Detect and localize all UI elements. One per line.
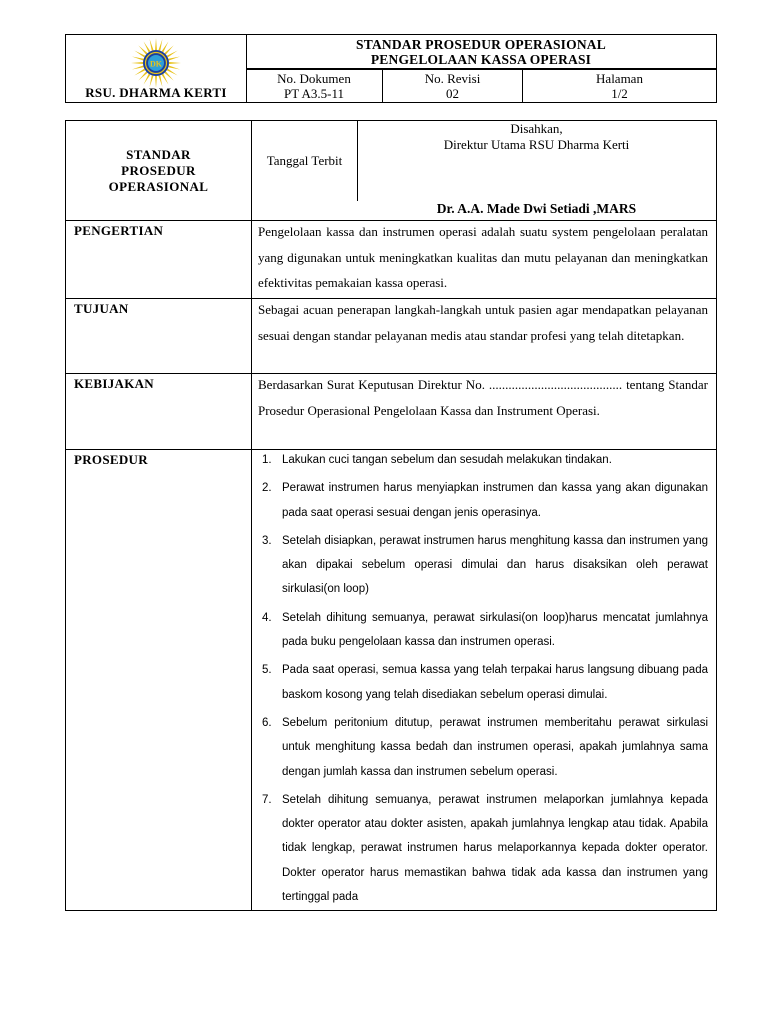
sun-ray <box>162 74 169 85</box>
sun-ray <box>134 51 145 58</box>
approval-block <box>357 121 716 220</box>
signatory-name: Dr. A.A. Made Dwi Setiadi ,MARS <box>436 201 637 216</box>
sun-logo-icon <box>130 37 182 89</box>
sun-ray <box>158 39 162 51</box>
sun-ray <box>132 57 144 61</box>
document-number-value: PT A3.5-11 <box>284 86 344 101</box>
list-item: 2. Perawat instrumen harus menyiapkan instrumen dan kassa yang akan digunakan pada saat operasi sesuai dengan jenis operasinya. <box>262 482 708 519</box>
logo-cell <box>66 35 247 102</box>
sop-title-line-3: OPERASIONAL <box>108 178 209 194</box>
title-line-2: PENGELOLAAN KASSA OPERASI <box>370 52 592 67</box>
approver-title: Direktur Utama RSU Dharma Kerti <box>443 137 630 152</box>
sun-ray <box>162 41 169 52</box>
document-header <box>65 34 717 103</box>
list-item: 4. Setelah dihitung semuanya, perawat sirkulasi(on loop)harus mencatat jumlahnya pada buku pengelolaan kassa dan instrumen operasi. <box>262 611 708 649</box>
hospital-name: RSU. DHARMA KERTI <box>85 85 227 100</box>
sun-ray <box>167 69 178 76</box>
list-item: 3. Setelah disiapkan, perawat instrumen harus menghitung kassa dan instrumen yang akan dipakai sebelum operasi dimulai dan harus disaksikan oleh perawat sirkulasi(on loop) <box>262 534 708 596</box>
pengertian-label: PENGERTIAN <box>74 223 164 238</box>
sun-ray <box>132 65 144 69</box>
document-title <box>246 35 716 69</box>
sun-ray <box>144 74 151 85</box>
issue-date-label: Tanggal Terbit <box>252 121 358 201</box>
page-cell <box>523 70 716 102</box>
sun-ray <box>167 51 178 58</box>
sun-ray <box>150 39 154 51</box>
sun-ray <box>168 65 180 69</box>
revision-label: No. Revisi <box>424 71 481 86</box>
list-item: 5. Pada saat operasi, semua kassa yang telah terpakai harus langsung dibuang pada baskom kosong yang telah disediakan sebelum operasi dimulai. <box>262 664 708 701</box>
page-label: Halaman <box>596 71 643 86</box>
list-item: 1. Lakukan cuci tangan sebelum dan sesudah melakukan tindakan. <box>262 454 612 466</box>
sun-ray <box>169 62 181 64</box>
prosedur-list <box>258 448 708 909</box>
document-number-cell <box>246 70 383 102</box>
tujuan-label: TUJUAN <box>74 301 129 316</box>
sop-title-line-2: PROSEDUR <box>121 162 196 178</box>
pengertian-text: Pengelolaan kassa dan instrumen operasi adalah suatu system pengelolaan peralatan yang digunakan untuk meningkatkan kualitas dan mutu pelayanan dan meningkatkan efektivitas pemakaian kassa operasi. <box>258 224 708 290</box>
sun-ray <box>134 69 145 76</box>
sun-ray <box>144 41 151 52</box>
svg-text:DK: DK <box>150 59 162 69</box>
sun-ray <box>155 38 157 50</box>
page-value: 1/2 <box>611 86 628 101</box>
kebijakan-text: Berdasarkan Surat Keputusan Direktur No. ......................................... tentang Standar Prosedur Operasional Pengelolaan Kassa dan Instrument Operasi. <box>258 377 708 418</box>
sun-ray <box>131 62 143 64</box>
list-item: 6. Sebelum peritonium ditutup, perawat instrumen memberitahu perawat sirkulasi untuk menghitung kassa bedah dan instrumen operasi, apakah jumlahnya sama dengan jumlah kassa dan instrumen sebelum operasi. <box>262 716 708 778</box>
revision-value: 02 <box>446 86 459 101</box>
list-item: 7. Setelah dihitung semuanya, perawat instrumen melaporkan jumlahnya kepada dokter operator atau dokter asisten, apakah jumlahnya lengkap atau tidak. Apabila tidak lengkap, perawat instrumen harus melaporkannya kepada dokter operator. Dokter operator harus memastikan bahwa tidak ada kassa dan instrumen yang tertinggal pada <box>262 793 708 904</box>
tujuan-text: Sebagai acuan penerapan langkah-langkah untuk pasien agar mendapatkan pelayanan sesuai dengan standar pelayanan medis atau standar profesi yang telah ditetapkan. <box>258 302 708 343</box>
sop-title <box>66 121 251 220</box>
sop-table <box>65 120 717 911</box>
revision-cell <box>383 70 523 102</box>
document-number-label: No. Dokumen <box>277 71 351 86</box>
kebijakan-label: KEBIJAKAN <box>74 376 154 391</box>
sop-title-line-1: STANDAR <box>126 146 191 162</box>
prosedur-label: PROSEDUR <box>74 452 148 467</box>
title-line-1: STANDAR PROSEDUR OPERASIONAL <box>356 37 606 52</box>
sun-ray <box>168 57 180 61</box>
approved-label: Disahkan, <box>510 121 563 136</box>
